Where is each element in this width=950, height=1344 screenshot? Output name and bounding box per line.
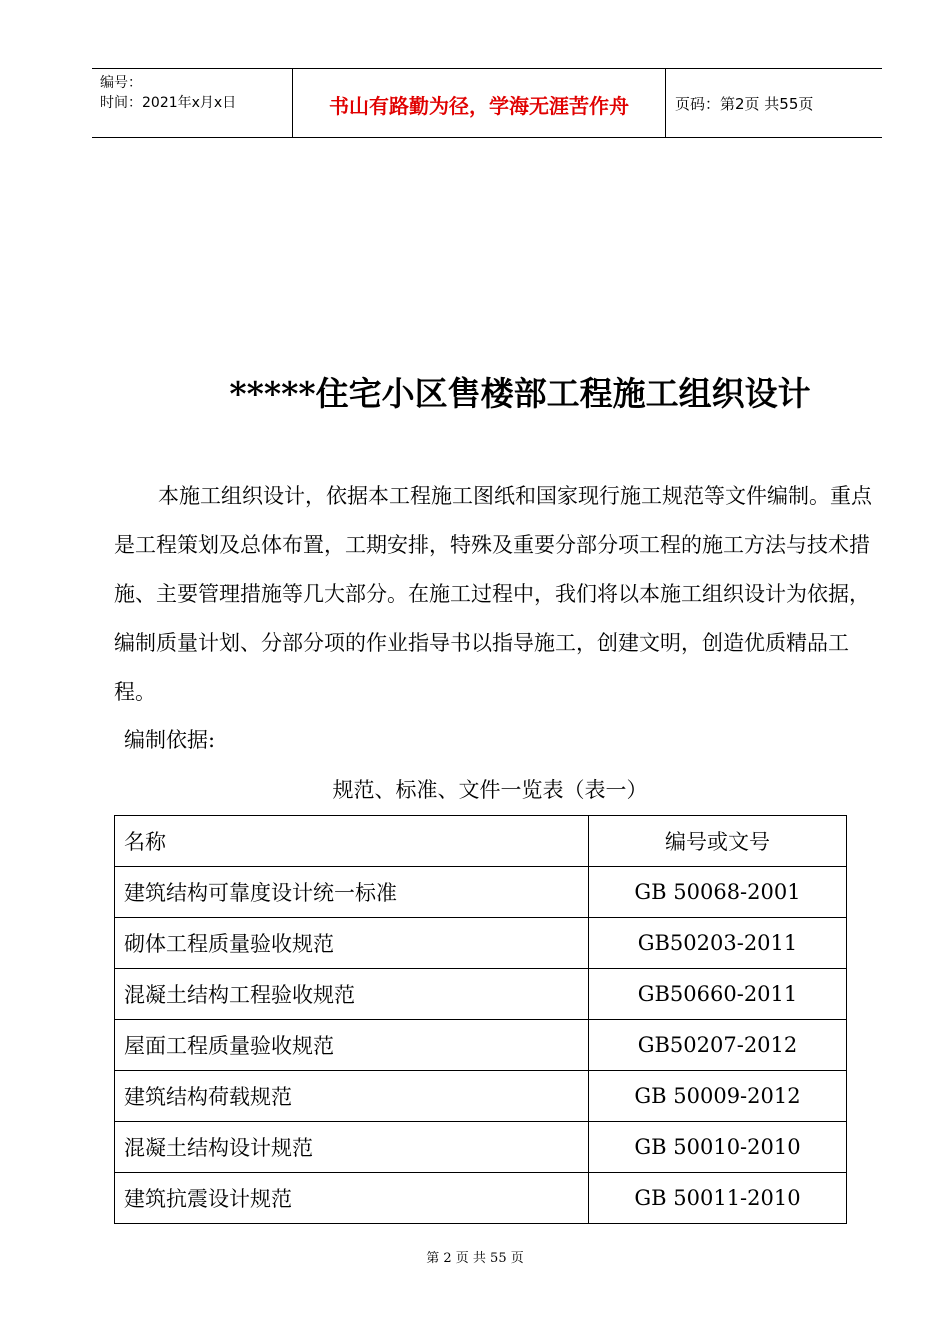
column-header-code: 编号或文号 — [589, 816, 847, 867]
table-caption: 规范、标准、文件一览表（表一） — [332, 778, 648, 802]
standard-code: GB 50011-2010 — [589, 1173, 847, 1224]
table-header-row — [115, 816, 847, 867]
column-header-name: 名称 — [115, 816, 589, 867]
basis-label: 编制依据: — [124, 728, 216, 752]
page-footer: 第 2 页 共 55 页 — [426, 1251, 524, 1266]
standards-table — [114, 815, 847, 1224]
header-meta-cell — [92, 69, 292, 137]
standard-name: 建筑抗震设计规范 — [115, 1173, 589, 1224]
standard-code: GB 50068-2001 — [589, 867, 847, 918]
standard-name: 屋面工程质量验收规范 — [115, 1020, 589, 1071]
header-page-cell — [665, 69, 882, 137]
table-row — [115, 1071, 847, 1122]
standard-code: GB 50009-2012 — [589, 1071, 847, 1122]
table-row — [115, 969, 847, 1020]
table-row — [115, 1122, 847, 1173]
standard-name: 建筑结构荷载规范 — [115, 1071, 589, 1122]
header-page-info: 页码：第2页 共55页 — [675, 95, 814, 113]
document-title: *****住宅小区售楼部工程施工组织设计 — [229, 374, 811, 413]
page-header — [92, 68, 882, 138]
standard-code: GB50207-2012 — [589, 1020, 847, 1071]
standard-name: 混凝土结构设计规范 — [115, 1122, 589, 1173]
header-motto-cell — [292, 69, 666, 137]
standard-code: GB50203-2011 — [589, 918, 847, 969]
standard-name: 建筑结构可靠度设计统一标准 — [115, 867, 589, 918]
table-row — [115, 1020, 847, 1071]
document-number-label: 编号： — [100, 75, 142, 91]
standard-code: GB 50010-2010 — [589, 1122, 847, 1173]
table-row — [115, 867, 847, 918]
table-row — [115, 1173, 847, 1224]
header-motto: 书山有路勤为径，学海无涯苦作舟 — [329, 94, 629, 118]
standard-code: GB50660-2011 — [589, 969, 847, 1020]
standard-name: 砌体工程质量验收规范 — [115, 918, 589, 969]
standard-name: 混凝土结构工程验收规范 — [115, 969, 589, 1020]
intro-paragraph: 本施工组织设计，依据本工程施工图纸和国家现行施工规范等文件编制。重点是工程策划及总体布置，工期安排，特殊及重要分部分项工程的施工方法与技术措施、主要管理措施等几大部分。在施工过程中，我们将以本施工组织设计为依据，编制质量计划、分部分项的作业指导书以指导施工，创建文明，创造优质精品工程。 — [114, 484, 872, 704]
table-row — [115, 918, 847, 969]
document-time-label: 时间：2021年x月x日 — [100, 95, 237, 111]
